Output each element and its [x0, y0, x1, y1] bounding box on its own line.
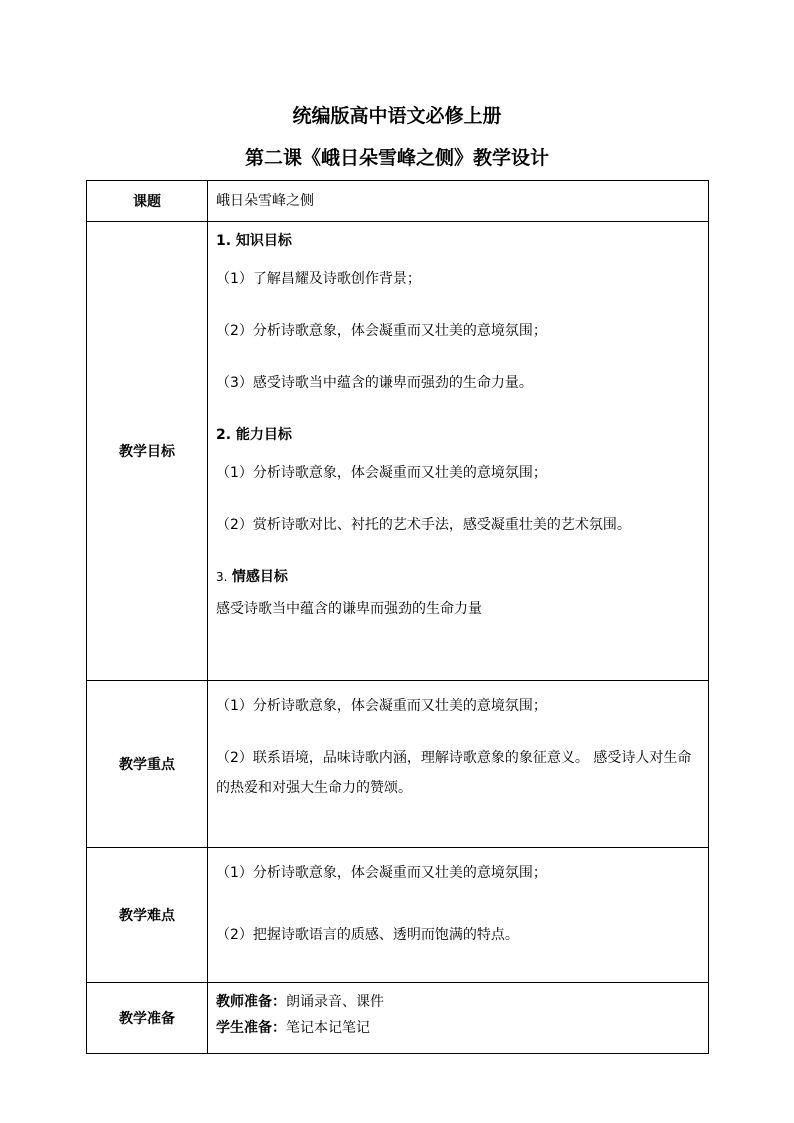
- student-preparation: [216, 1015, 700, 1041]
- knowledge-item: （1）了解昌耀及诗歌创作背景；: [216, 271, 421, 287]
- difficult-points-content-cell: [208, 848, 709, 983]
- ability-item: （2）赏析诗歌对比、衬托的艺术手法，感受凝重壮美的艺术氛围。: [216, 517, 631, 533]
- document-title: 统编版高中语文必修上册: [292, 105, 502, 127]
- key-point-item: （2）联系语境，品味诗歌内涵，理解诗歌意象的象征意义。 感受诗人对生命的热爱和对强大生命力的赞颂。: [216, 750, 692, 796]
- document-subtitle: 第二课《峨日朵雪峰之侧》教学设计: [244, 147, 549, 169]
- student-preparation-label: 学生准备：: [216, 1020, 286, 1036]
- knowledge-heading: 1. 知识目标: [216, 233, 292, 249]
- difficult-point-item: （2）把握诗歌语言的质感、透明而饱满的特点。: [216, 927, 519, 943]
- difficult-point-item: （1）分析诗歌意象，体会凝重而又壮美的意境氛围；: [216, 865, 547, 881]
- knowledge-item: （3）感受诗歌当中蕴含的谦卑而强劲的生命力量。: [216, 375, 533, 391]
- knowledge-item: （2）分析诗歌意象，体会凝重而又壮美的意境氛围；: [216, 323, 547, 339]
- table-row-preparation: [87, 983, 709, 1054]
- emotion-text: 感受诗歌当中蕴含的谦卑而强劲的生命力量: [216, 601, 482, 617]
- subject-label: 课题: [87, 181, 208, 222]
- table-row-difficult-points: [87, 848, 709, 983]
- emotion-heading-text: 情感目标: [231, 569, 288, 585]
- student-preparation-value: 笔记本记笔记: [286, 1020, 370, 1036]
- lesson-plan-table: [86, 180, 709, 1054]
- teacher-preparation-value: 朗诵录音、课件: [286, 994, 384, 1010]
- goals-content-cell: [208, 222, 709, 681]
- teacher-preparation: [216, 989, 700, 1015]
- key-point-item: （1）分析诗歌意象，体会凝重而又壮美的意境氛围；: [216, 698, 547, 714]
- ability-heading: 2. 能力目标: [216, 427, 292, 443]
- subject-value-cell: [208, 181, 709, 222]
- key-points-label: 教学重点: [87, 681, 208, 848]
- emotion-heading: [216, 566, 700, 588]
- preparation-label: 教学准备: [87, 983, 208, 1054]
- table-row-goals: [87, 222, 709, 681]
- key-points-content-cell: [208, 681, 709, 848]
- teacher-preparation-label: 教师准备：: [216, 994, 286, 1010]
- preparation-content-cell: [208, 983, 709, 1054]
- goals-label: 教学目标: [87, 222, 208, 681]
- table-row-subject: [87, 181, 709, 222]
- emotion-heading-number: 3.: [216, 570, 228, 584]
- ability-item: （1）分析诗歌意象，体会凝重而又壮美的意境氛围；: [216, 465, 547, 481]
- subject-value: 峨日朵雪峰之侧: [216, 193, 314, 209]
- difficult-points-label: 教学难点: [87, 848, 208, 983]
- table-row-key-points: [87, 681, 709, 848]
